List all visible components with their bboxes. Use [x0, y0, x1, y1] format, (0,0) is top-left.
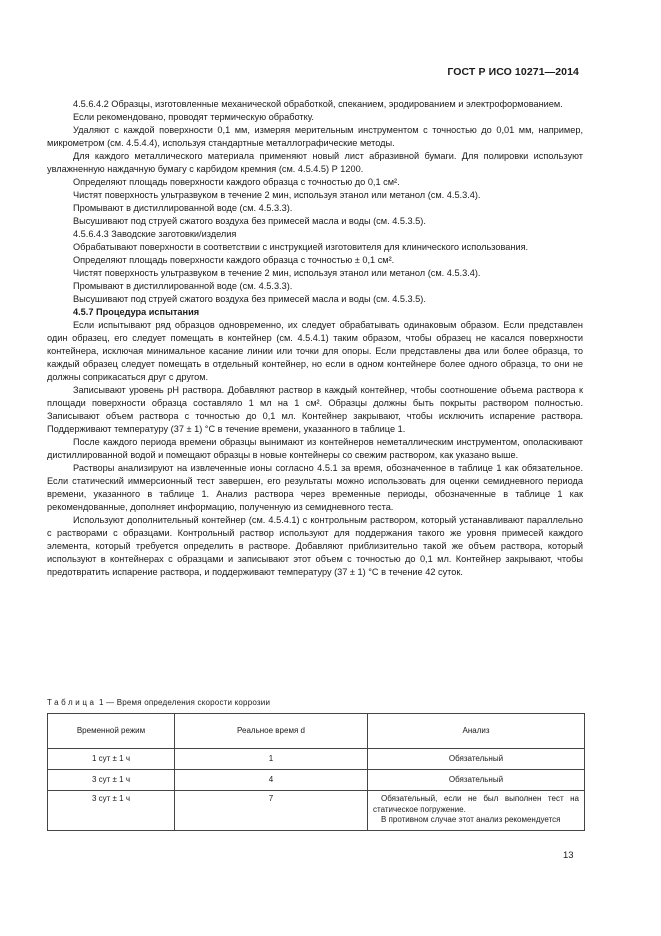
paragraph: Используют дополнительный контейнер (см. 4.5.4.1) с контрольным раствором, который устанавливают параллельно с растворами с образцами. Контрольный раствор используют для поддержания такого же уровня примесей каждого элемента, который требуется определить в растворе. Добавляют приблизительно такой же объем раствора, который используют в контейнерах с образцами и записывают этот объем с точностью до 0,1 мл. Контейнер закрывают, чтобы предотвратить испарение раствора, и поддерживают температуру (37 ± 1) °С в течение 42 суток.: [47, 515, 583, 577]
table-header-row: [48, 714, 585, 749]
table-caption-label: Таблица: [47, 698, 97, 707]
paragraph: Определяют площадь поверхности каждого образца с точностью до 0,1 см².: [73, 177, 400, 187]
paragraph: После каждого периода времени образцы вынимают из контейнеров неметаллическим инструментом, ополаскивают дистиллированной водой и помещают образцы в новые контейнеры со свежим раствором, как указано выше.: [47, 437, 583, 460]
table-row: [48, 770, 585, 791]
table-cell: 1: [175, 749, 368, 770]
paragraph: Промывают в дистиллированной воде (см. 4.5.3.3).: [73, 203, 293, 213]
paragraph: Записывают уровень pH раствора. Добавляют раствор в каждый контейнер, чтобы соотношение объема раствора к площади поверхности образца составляло 1 мл на 1 см². Образцы должны быть покрыты раствором полностью. Записывают объем раствора с точностью до 0,1 мл. Контейнер закрывают, чтобы исключить испарение раствора. Поддерживают температуру (37 ± 1) °С в течение времени, указанного в таблице 1.: [47, 385, 583, 434]
table-row: [48, 749, 585, 770]
column-header: Анализ: [368, 714, 585, 749]
paragraph-4-5-6-4-2: 4.5.6.4.2 Образцы, изготовленные механической обработкой, спеканием, эродированием и электроформованием.: [73, 99, 563, 109]
paragraph: Растворы анализируют на извлеченные ионы согласно 4.5.1 за время, обозначенное в таблице 1 как обязательное. Если статический иммерсионный тест завершен, его результаты можно использовать для оценки семидневного периода времени, указанного в таблице 1. Анализ раствора через временные периоды, обозначенные в таблице 1 как рекомендованные, дополняет информацию, полученную из семидневного теста.: [47, 463, 583, 512]
table-cell: 4: [175, 770, 368, 791]
table-cell: 1 сут ± 1 ч: [48, 749, 175, 770]
paragraph-4-5-6-4-3: 4.5.6.4.3 Заводские заготовки/изделия: [73, 229, 237, 239]
table-cell-note: [368, 791, 585, 831]
paragraph: Если испытывают ряд образцов одновременно, их следует обрабатывать одинаковым образом. Если представлен один образец, его следует помещать в контейнер (см. 4.5.4.1) таким образом, чтобы образец не касался поверхности контейнера, исключая минимальное касание линии или точки для опоры. Если представлены два или более образца, то каждый образец следует помещать в отдельный контейнер, но если в одном контейнере более одного образца, то они не должны соприкасаться друг с другом.: [47, 320, 583, 382]
page-number: 13: [563, 850, 574, 861]
table-row: [48, 791, 585, 831]
note-line: Обязательный, если не был выполнен тест на статическое погружение.: [373, 794, 579, 814]
paragraph: Высушивают под струей сжатого воздуха без примесей масла и воды (см. 4.5.3.5).: [73, 216, 426, 226]
paragraph: Для каждого металлического материала применяют новый лист абразивной бумаги. Для полировки используют увлажненную наждачную бумагу с карбидом кремния (см. 4.5.4.5) Р 1200.: [47, 151, 583, 174]
paragraph: Определяют площадь поверхности каждого образца с точностью ± 0,1 см².: [73, 255, 395, 265]
paragraph: Промывают в дистиллированной воде (см. 4.5.3.3).: [73, 281, 293, 291]
table-cell: Обязательный: [368, 770, 585, 791]
table-caption: [47, 698, 270, 707]
table-caption-text: 1 — Время определения скорости коррозии: [99, 698, 271, 707]
paragraph: Высушивают под струей сжатого воздуха без примесей масла и воды (см. 4.5.3.5).: [73, 294, 426, 304]
document-header: ГОСТ Р ИСО 10271—2014: [447, 66, 579, 78]
table-cell: 7: [175, 791, 368, 831]
document-body: [47, 98, 583, 579]
table-cell: 3 сут ± 1 ч: [48, 791, 175, 831]
table-cell: Обязательный: [368, 749, 585, 770]
note-line: В противном случае этот анализ рекомендуется: [381, 815, 561, 824]
column-header: Временной режим: [48, 714, 175, 749]
column-header: Реальное время d: [175, 714, 368, 749]
section-heading-4-5-7: 4.5.7 Процедура испытания: [73, 307, 200, 317]
paragraph: Если рекомендовано, проводят термическую обработку.: [73, 112, 314, 122]
paragraph: Обрабатывают поверхности в соответствии с инструкцией изготовителя для клинического использования.: [73, 242, 529, 252]
table-cell: 3 сут ± 1 ч: [48, 770, 175, 791]
corrosion-time-table: [47, 713, 585, 831]
paragraph: Чистят поверхность ультразвуком в течение 2 мин, используя этанол или метанол (см. 4.5.3.4).: [73, 268, 481, 278]
paragraph: Чистят поверхность ультразвуком в течение 2 мин, используя этанол или метанол (см. 4.5.3.4).: [73, 190, 481, 200]
paragraph: Удаляют с каждой поверхности 0,1 мм, измеряя мерительным инструментом с точностью до 0,01 мм, например, микрометром (см. 4.5.4.4), используя стандартные металлографические методы.: [47, 125, 583, 148]
